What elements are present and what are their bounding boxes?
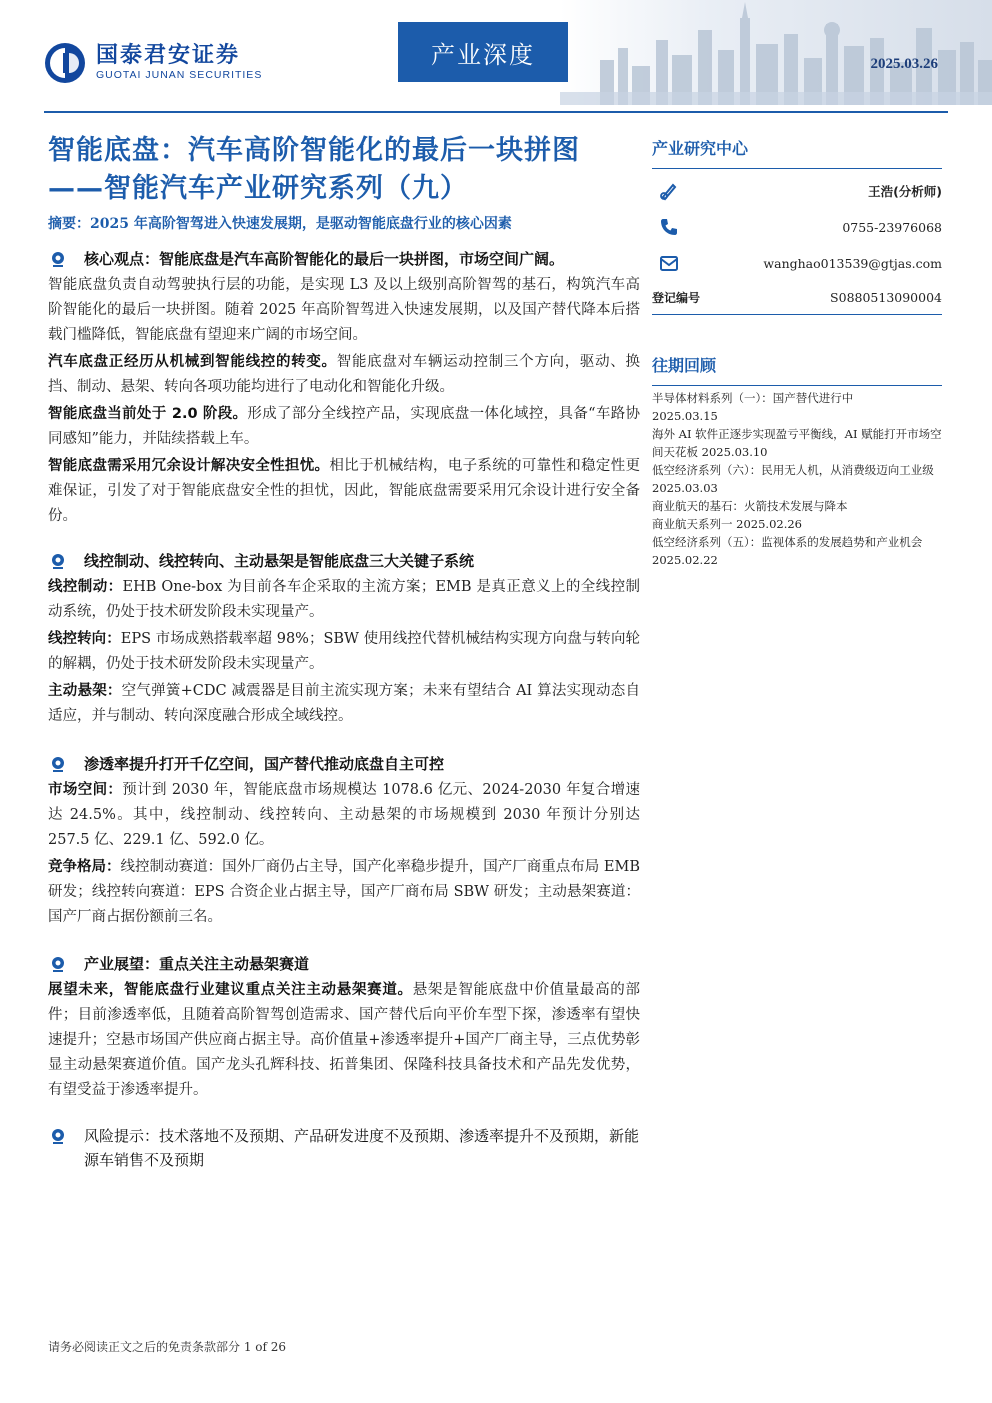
registration-number: S0880513090004 [830,290,942,305]
location-pin-icon [50,553,66,569]
section-key-subsystems [48,549,640,729]
report-abstract: 摘要：2025 年高阶智驾进入快速发展期，是驱动智能底盘行业的核心因素 [48,216,512,232]
logo-chinese-name: 国泰君安证券 [96,43,241,68]
city-skyline-image [560,0,992,105]
section-heading [48,247,640,271]
section-heading [48,549,640,573]
page-header [0,0,992,112]
mail-icon [658,252,680,274]
phone-row [652,209,942,245]
research-center-title: 产业研究中心 [652,134,942,169]
email-row [652,245,942,281]
section-heading-text: 渗透率提升打开千亿空间，国产替代推动底盘自主可控 [84,755,445,773]
past-report-item[interactable]: 半导体材料系列（一）：国产替代进行中 [652,391,854,405]
phone-icon [658,216,680,238]
report-subtitle: ——智能汽车产业研究系列（九） [48,173,468,204]
past-report-item[interactable]: 商业航天系列一 2025.02.26 [652,517,802,531]
paragraph: 展望未来，智能底盘行业建议重点关注主动悬架赛道。悬架是智能底盘中价值量最高的部件；目前渗透率低，且随着高阶智驾创造需求、国产替代后向平价车型下探，渗透率有望快速提升；空悬市场国产供应商占据主导。高价值量+渗透率提升+国产厂商主导，三点优势彰显主动悬架赛道价值。国产龙头孔辉科技、拓普集团、保隆科技具备技术和产品先发优势，有望受益于渗透率提升。 [48,982,640,1098]
paragraph: 汽车底盘正经历从机械到智能线控的转变。智能底盘对车辆运动控制三个方向，驱动、换挡、制动、悬架、转向各项功能均进行了电动化和智能化升级。 [48,354,640,395]
logo-mark-icon [44,42,86,84]
phone-number[interactable]: 0755-23976068 [842,219,942,235]
company-logo [44,42,262,84]
analyst-name: 王浩(分析师) [868,184,942,199]
report-date: 2025.03.26 [870,56,938,72]
paragraph: 市场空间：预计到 2030 年，智能底盘市场规模达 1078.6 亿元、2024-2030 年复合增速达 24.5%。其中，线控制动、线控转向、主动悬架的市场规模到 2030 年预计分别达 257.5 亿、229.1 亿、592.0 亿。 [48,782,640,848]
section-market-space [48,752,640,930]
section-heading [48,952,640,976]
paragraph: 智能底盘需采用冗余设计解决安全性担忧。相比于机械结构，电子系统的可靠性和稳定性更难保证，引发了对于智能底盘安全性的担忧，因此，智能底盘需要采用冗余设计进行安全备份。 [48,458,641,524]
paragraph: 主动悬架：空气弹簧+CDC 减震器是目前主流实现方案；未来有望结合 AI 算法实现动态自适应，并与制动、转向深度融合形成全域线控。 [48,683,640,724]
location-pin-icon [50,956,66,972]
section-heading [48,752,640,776]
past-report-item[interactable]: 低空经济系列（六）：民用无人机，从消费级迈向工业级 2025.03.03 [652,463,934,495]
title-block [48,132,640,236]
report-title: 智能底盘：汽车高阶智能化的最后一块拼图 [48,135,580,166]
sidebar [652,134,942,569]
report-type-badge: 产业深度 [398,22,568,82]
paragraph: 线控制动：EHB One-box 为目前各车企采取的主流方案；EMB 是真正意义上的全线控制动系统，仍处于技术研发阶段未实现量产。 [48,579,640,620]
registration-row [652,281,942,315]
past-report-item[interactable]: 低空经济系列（五）：监视体系的发展趋势和产业机会 2025.02.22 [652,535,923,567]
paragraph: 智能底盘负责自动驾驶执行层的功能，是实现 L3 及以上级别高阶智驾的基石，构筑汽车高阶智能化的最后一块拼图。随着 2025 年高阶智驾进入快速发展期，以及国产替代降本后搭载门槛降低，智能底盘有望迎来广阔的市场空间。 [48,277,640,343]
section-industry-outlook [48,952,640,1103]
section-heading-text: 线控制动、线控转向、主动悬架是智能底盘三大关键子系统 [84,552,475,570]
paragraph: 线控转向：EPS 市场成熟搭载率超 98%；SBW 使用线控代替机械结构实现方向盘与转向轮的解耦，仍处于技术研发阶段未实现量产。 [48,631,640,672]
past-reports-list [652,389,942,569]
paragraph: 智能底盘当前处于 2.0 阶段。形成了部分全线控产品，实现底盘一体化域控，具备“车路协同感知”能力，并陆续搭载上车。 [48,406,640,447]
past-report-item[interactable]: 2025.03.15 [652,409,718,423]
analyst-row [652,173,942,209]
header-divider [44,111,948,113]
section-heading [48,1124,640,1172]
location-pin-icon [50,251,66,267]
past-reports-title: 往期回顾 [652,351,942,386]
location-pin-icon [50,756,66,772]
pen-icon [658,180,680,202]
section-core-view [48,247,640,529]
location-pin-icon [50,1128,66,1144]
section-risk-warning [48,1124,640,1172]
logo-english-name: GUOTAI JUNAN SECURITIES [96,69,263,81]
paragraph: 竞争格局：线控制动赛道：国外厂商仍占主导，国产化率稳步提升，国产厂商重点布局 EMB 研发；线控转向赛道：EPS 合资企业占据主导，国产厂商布局 SBW 研发；主动悬架赛道：国产厂商占据份额前三名。 [48,859,640,925]
registration-label: 登记编号 [652,291,701,305]
past-report-item[interactable]: 海外 AI 软件正逐步实现盈亏平衡线，AI 赋能打开市场空间天花板 2025.03.10 [652,427,942,459]
section-heading-text: 风险提示：技术落地不及预期、产品研发进度不及预期、渗透率提升不及预期，新能源车销售不及预期 [84,1127,640,1169]
page-footer: 请务必阅读正文之后的免责条款部分 1 of 26 [48,1340,287,1354]
past-report-item[interactable]: 商业航天的基石：火箭技术发展与降本 [652,499,848,513]
section-heading-text: 核心观点：智能底盘是汽车高阶智能化的最后一块拼图，市场空间广阔。 [84,250,565,268]
section-heading-text: 产业展望：重点关注主动悬架赛道 [84,955,310,973]
email-address[interactable]: wanghao013539@gtjas.com [763,255,942,271]
